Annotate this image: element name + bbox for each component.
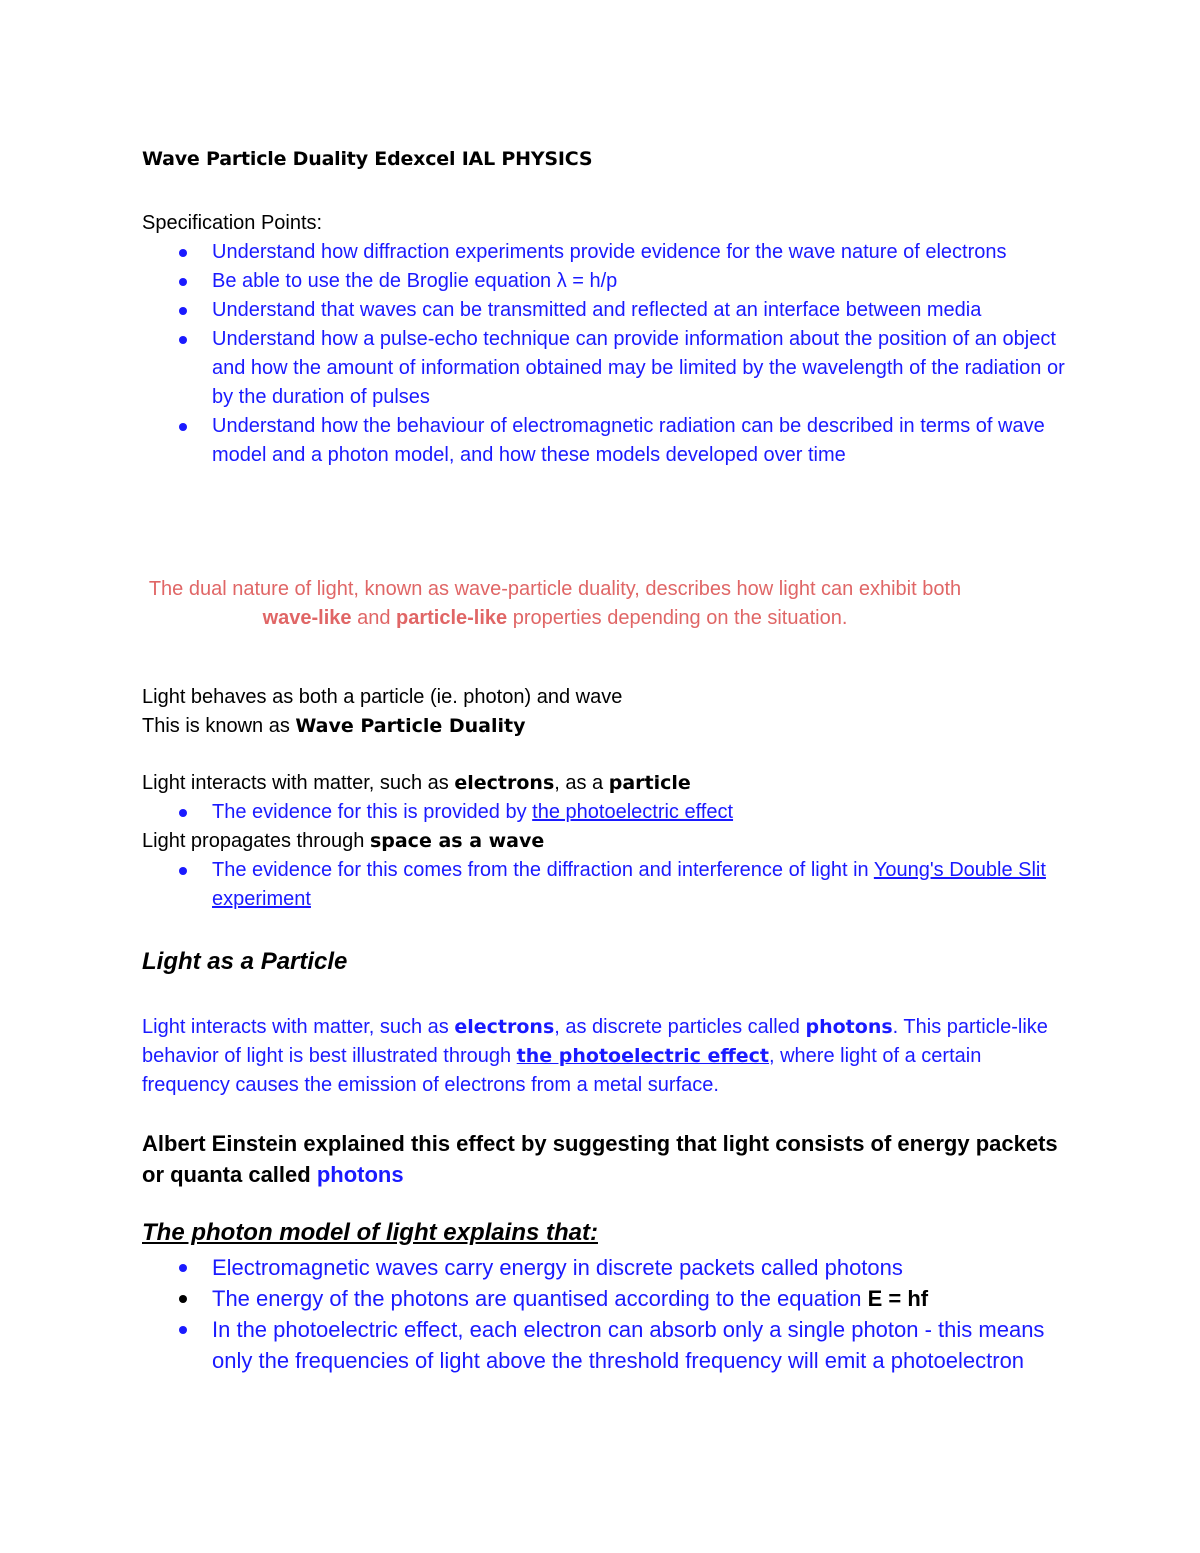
- list-item-text: Electromagnetic waves carry energy in discrete packets called photons: [212, 1255, 903, 1280]
- bullet-icon: [179, 1264, 187, 1272]
- list-item-text: The energy of the photons are quantised according to the equation: [212, 1286, 868, 1311]
- energy-equation: E = hf: [867, 1286, 929, 1311]
- duality-line2: [142, 712, 1072, 741]
- list-item: [142, 1314, 1072, 1376]
- specification-section: [142, 209, 1072, 470]
- evidence-list-2: [142, 856, 1072, 914]
- duality-term: Wave Particle Duality: [295, 715, 526, 737]
- bullet-icon: [179, 307, 187, 315]
- bullet-icon: [179, 867, 187, 875]
- document-title: Wave Particle Duality Edexcel IAL PHYSICS: [142, 148, 593, 170]
- particle-mid2: . This particle-like behavior of light is best illustrated through: [142, 1016, 1048, 1067]
- list-item: [142, 1252, 1072, 1283]
- bullet-icon: [179, 336, 187, 344]
- space-line: [142, 827, 1072, 856]
- duality-section: [142, 683, 1072, 914]
- evidence-list-1: [142, 798, 1072, 827]
- matter-particle: particle: [608, 772, 691, 794]
- duality-line1: Light behaves as both a particle (ie. photon) and wave: [142, 686, 623, 708]
- particle-electrons: electrons: [454, 1016, 555, 1038]
- evidence2-text: The evidence for this comes from the diffraction and interference of light in: [212, 859, 874, 881]
- section-heading-light-particle: Light as a Particle: [142, 948, 348, 975]
- list-item-text: Understand how the behaviour of electromagnetic radiation can be described in terms of wave model and a photon model, and how these models developed over time: [212, 415, 1045, 466]
- spec-heading: Specification Points:: [142, 212, 323, 234]
- photon-model-heading: The photon model of light explains that:: [142, 1219, 598, 1246]
- intro-bold-wave: wave-like: [262, 607, 352, 629]
- list-item-text: Be able to use the de Broglie equation λ = h/p: [212, 270, 618, 292]
- einstein-text: Albert Einstein explained this effect by suggesting that light consists of energy packets or quanta called: [142, 1131, 1058, 1187]
- bullet-icon: [179, 278, 187, 286]
- matter-line: [142, 769, 1072, 798]
- matter-text: Light interacts with matter, such as: [142, 772, 455, 794]
- bullet-icon: [179, 1295, 187, 1303]
- matter-mid: , as a: [554, 772, 609, 794]
- duality-line2-text: This is known as: [142, 715, 296, 737]
- photon-model-list: [142, 1252, 1072, 1376]
- list-item-text: In the photoelectric effect, each electron can absorb only a single photon - this means only the frequencies of light above the threshold frequency will emit a photoelectron: [212, 1317, 1045, 1373]
- photoelectric-effect-link-2[interactable]: the photoelectric effect: [516, 1045, 769, 1067]
- particle-photons: photons: [805, 1016, 893, 1038]
- bullet-icon: [179, 423, 187, 431]
- intro-paragraph: [37, 575, 1073, 633]
- particle-text: Light interacts with matter, such as: [142, 1016, 455, 1038]
- intro-bold-particle: particle-like: [396, 607, 508, 629]
- list-item: [142, 267, 1072, 296]
- bullet-icon: [179, 249, 187, 257]
- matter-electrons: electrons: [454, 772, 555, 794]
- bullet-icon: [179, 809, 187, 817]
- particle-paragraph: [142, 1013, 1072, 1100]
- list-item: [142, 325, 1072, 412]
- list-item-text: Understand how diffraction experiments provide evidence for the wave nature of electrons: [212, 241, 1007, 263]
- particle-post: , where light of a certain frequency causes the emission of electrons from a metal surface.: [142, 1045, 982, 1096]
- particle-mid: , as discrete particles called: [554, 1016, 806, 1038]
- list-item: [142, 1283, 1072, 1314]
- spec-list: [142, 238, 1072, 470]
- intro-and: and: [351, 607, 396, 629]
- einstein-paragraph: [142, 1128, 1072, 1190]
- list-item: [142, 798, 1072, 827]
- bullet-icon: [179, 1326, 187, 1334]
- intro-text: The dual nature of light, known as wave-particle duality, describes how light can exhibit both: [148, 578, 962, 600]
- list-item: [142, 412, 1072, 470]
- einstein-photons: photons: [316, 1162, 404, 1187]
- photoelectric-effect-link[interactable]: the photoelectric effect: [532, 801, 734, 823]
- space-bold: space as a wave: [369, 830, 545, 852]
- list-item: [142, 856, 1072, 914]
- list-item: [142, 238, 1072, 267]
- list-item-text: Understand that waves can be transmitted and reflected at an interface between media: [212, 299, 982, 321]
- youngs-double-slit-link[interactable]: Young's Double Slit experiment: [212, 859, 1046, 910]
- list-item-text: Understand how a pulse-echo technique can provide information about the position of an object and how the amount of information obtained may be limited by the wavelength of the radiation or by the duration of pulses: [212, 328, 1065, 408]
- photon-model-section: [142, 1252, 1072, 1376]
- evidence1-text: The evidence for this is provided by: [212, 801, 533, 823]
- intro-text-end: properties depending on the situation.: [507, 607, 848, 629]
- space-text: Light propagates through: [142, 830, 370, 852]
- list-item: [142, 296, 1072, 325]
